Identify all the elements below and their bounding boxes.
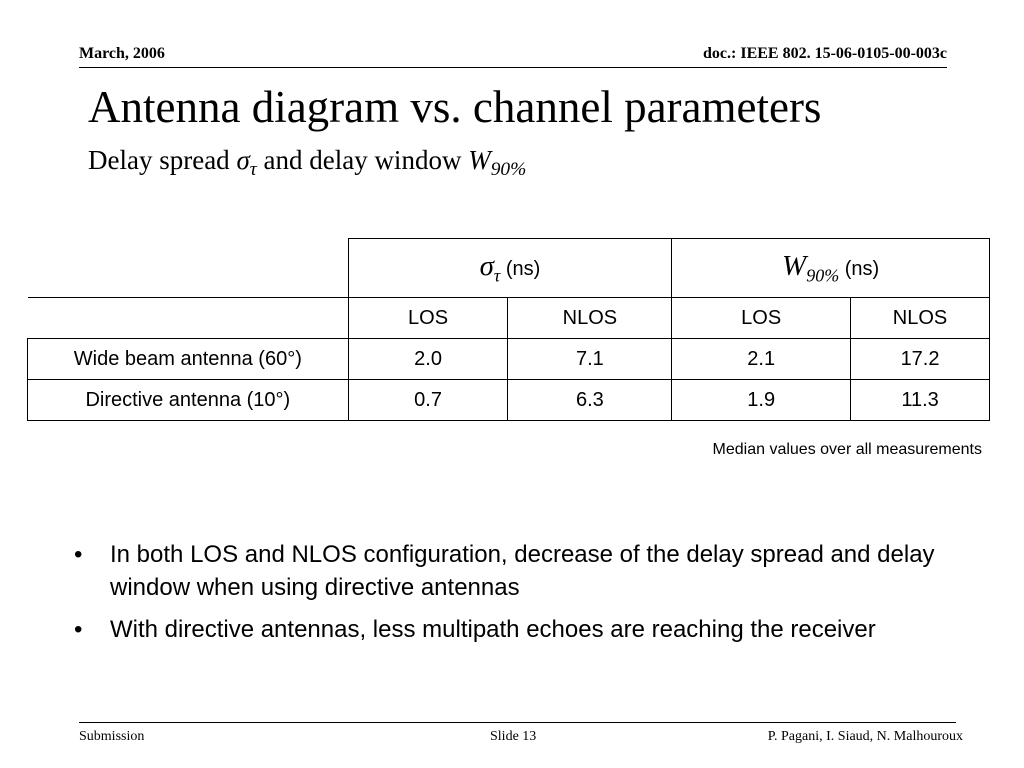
table-cell: 2.1 xyxy=(672,339,851,380)
results-table xyxy=(27,238,990,421)
subtitle-w-subscript: 90% xyxy=(490,158,527,180)
table-note: Median values over all measurements xyxy=(712,441,982,458)
header-sigma-symbol: σ xyxy=(479,249,494,282)
list-item xyxy=(74,538,974,604)
footer-slide-number: Slide 13 xyxy=(490,729,537,744)
bullet-text: With directive antennas, less multipath echoes are reaching the receiver xyxy=(110,616,876,643)
subheader-sigma-los: LOS xyxy=(348,298,508,339)
table-header-delay-window xyxy=(672,239,990,298)
bullet-marker: • xyxy=(74,616,83,643)
table-row xyxy=(28,339,990,380)
subtitle-prefix: Delay spread xyxy=(88,145,237,175)
header-w-subscript: 90% xyxy=(806,265,840,286)
table-cell: 1.9 xyxy=(672,380,851,421)
subheader-w-nlos: NLOS xyxy=(851,298,990,339)
table-subheader-row xyxy=(28,298,990,339)
table-cell: 0.7 xyxy=(348,380,508,421)
header-divider xyxy=(79,67,947,68)
table-corner-cell xyxy=(28,298,349,339)
table-header-delay-spread xyxy=(348,239,672,298)
slide-title: Antenna diagram vs. channel parameters xyxy=(88,82,822,132)
table-cell: 7.1 xyxy=(508,339,672,380)
footer-submission: Submission xyxy=(79,729,145,744)
table-cell: 11.3 xyxy=(851,380,990,421)
slide-subtitle xyxy=(88,143,526,187)
subtitle-sigma-symbol: σ xyxy=(236,145,250,175)
list-item xyxy=(74,613,974,646)
bullet-marker: • xyxy=(74,541,83,568)
header-date: March, 2006 xyxy=(79,45,165,62)
table-cell: 6.3 xyxy=(508,380,672,421)
footer-authors: P. Pagani, I. Siaud, N. Malhouroux xyxy=(767,729,963,744)
subheader-sigma-nlos: NLOS xyxy=(508,298,672,339)
table-cell: 2.0 xyxy=(348,339,508,380)
header-sigma-subscript: τ xyxy=(493,265,501,286)
table-corner-cell xyxy=(28,239,349,298)
subtitle-w-symbol: W xyxy=(468,145,491,175)
header-w-unit: (ns) xyxy=(839,257,880,280)
row-label: Wide beam antenna (60°) xyxy=(28,339,349,380)
header-w-symbol: W xyxy=(782,249,807,282)
footer-divider xyxy=(79,722,956,723)
subheader-w-los: LOS xyxy=(672,298,851,339)
table-row xyxy=(28,380,990,421)
table-group-header-row xyxy=(28,239,990,298)
row-label: Directive antenna (10°) xyxy=(28,380,349,421)
subtitle-sigma-subscript: τ xyxy=(249,158,257,180)
table-cell: 17.2 xyxy=(851,339,990,380)
subtitle-middle: and delay window xyxy=(256,145,469,175)
bullet-list xyxy=(74,538,974,655)
bullet-text: In both LOS and NLOS configuration, decrease of the delay spread and delay window when using directive antennas xyxy=(110,541,935,601)
header-doc-id: doc.: IEEE 802. 15-06-0105-00-003c xyxy=(703,45,947,62)
header-sigma-unit: (ns) xyxy=(500,257,541,280)
